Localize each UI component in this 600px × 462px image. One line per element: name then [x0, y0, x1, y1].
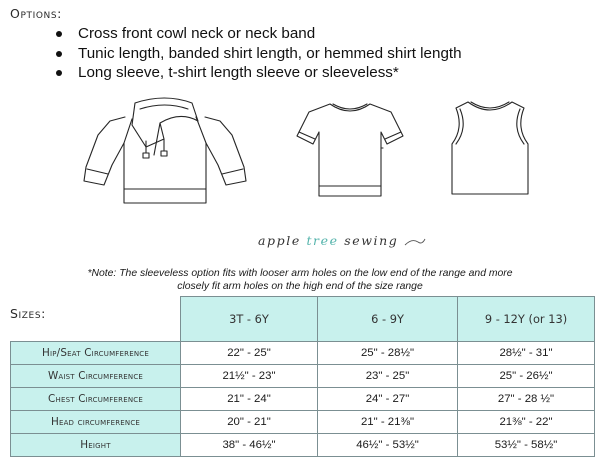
sizes-heading: Sizes: [10, 306, 46, 321]
table-cell: 22" - 25" [181, 342, 318, 365]
table-cell: 21½" - 23" [181, 365, 318, 388]
table-cell: 23" - 25" [318, 365, 458, 388]
column-header: 6 - 9Y [318, 297, 458, 342]
table-cell: 25" - 28½" [318, 342, 458, 365]
needle-swirl-icon [404, 237, 426, 247]
table-cell: 53½" - 58½" [458, 434, 595, 457]
sleeveless-tank-drawing [440, 98, 540, 208]
table-cell: 20" - 21" [181, 411, 318, 434]
bullet-icon [56, 51, 62, 57]
options-list [44, 24, 462, 83]
table-row [11, 342, 595, 365]
table-row [11, 388, 595, 411]
table-row [11, 411, 595, 434]
size-chart-table [10, 296, 595, 457]
table-cell: 21" - 21⅜" [318, 411, 458, 434]
cowl-neck-hoodie-drawing [80, 95, 250, 225]
bullet-icon [56, 31, 62, 37]
list-item: Cross front cowl neck or neck band [44, 24, 462, 44]
table-cell: 21⅜" - 22" [458, 411, 595, 434]
table-cell: 38" - 46½" [181, 434, 318, 457]
table-row [11, 365, 595, 388]
table-header-row [11, 297, 595, 342]
row-label: Waist Circumference [11, 365, 181, 388]
bullet-icon [56, 70, 62, 76]
table-cell: 24" - 27" [318, 388, 458, 411]
row-label: Chest Circumference [11, 388, 181, 411]
table-corner [11, 297, 181, 342]
table-cell: 28½" - 31" [458, 342, 595, 365]
table-row [11, 434, 595, 457]
table-cell: 21" - 24" [181, 388, 318, 411]
row-label: Head circumference [11, 411, 181, 434]
row-label: Hip/Seat Circumference [11, 342, 181, 365]
row-label: Height [11, 434, 181, 457]
list-item: Tunic length, banded shirt length, or hemmed shirt length [44, 44, 462, 64]
options-heading: Options: [10, 6, 62, 21]
sizing-note: *Note: The sleeveless option fits with looser arm holes on the low end of the range and more closely fit arm holes on the high end of the size range [87, 268, 513, 292]
table-cell: 27" - 28 ½" [458, 388, 595, 411]
brand-logo: apple tree sewing [258, 233, 426, 248]
table-cell: 46½" - 53½" [318, 434, 458, 457]
table-cell: 25" - 26½" [458, 365, 595, 388]
column-header: 3T - 6Y [181, 297, 318, 342]
column-header: 9 - 12Y (or 13) [458, 297, 595, 342]
t-shirt-drawing [295, 100, 405, 210]
list-item: Long sleeve, t-shirt length sleeve or sleeveless* [44, 63, 462, 83]
